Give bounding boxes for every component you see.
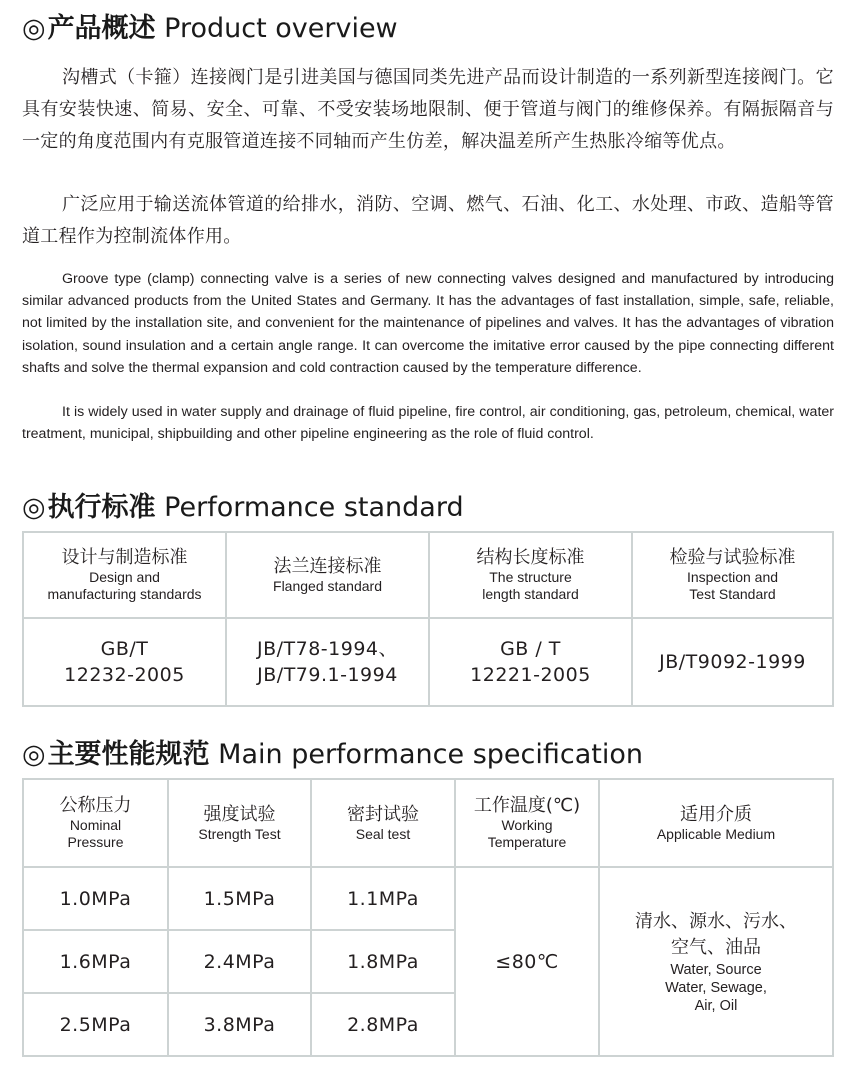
nominal-pressure-cell: 1.6MPa xyxy=(23,930,168,993)
value-inspection-standard: JB/T9092-1999 xyxy=(632,618,833,706)
value-flanged-standard: JB/T78-1994、 JB/T79.1-1994 xyxy=(226,618,429,706)
header-cell-strength-test: 强度试验 Strength Test xyxy=(168,779,311,867)
spec-heading xyxy=(22,738,643,772)
strength-test-cell: 3.8MPa xyxy=(168,993,311,1056)
header-cell-seal-test: 密封试验 Seal test xyxy=(311,779,455,867)
seal-test-cell: 1.1MPa xyxy=(311,867,455,930)
nominal-pressure-cell: 2.5MPa xyxy=(23,993,168,1056)
overview-title-en: Product overview xyxy=(164,13,398,44)
standard-heading xyxy=(22,491,464,525)
overview-en-paragraph-1: Groove type (clamp) connecting valve is a series of new connecting valves designed and manufactured by introducing similar advanced products from the United States and Germany. It has the advantages of fast installation, simple, safe, reliable, not limited by the installation site, and convenient for the maintenance of pipelines and valves. It has the advantages of vibration isolation, sound insulation and a certain angle range. It can overcome the imitative error caused by the pipe connecting different shafts and solve the thermal expansion and cold contraction caused by the temperature difference. xyxy=(22,271,834,376)
header-cell-flanged-standard: 法兰连接标准 Flanged standard xyxy=(226,532,429,618)
header-cell-inspection-standard: 检验与试验标准 Inspection and Test Standard xyxy=(632,532,833,618)
performance-standard-table xyxy=(22,531,834,707)
table-row xyxy=(23,867,833,930)
value-structure-length-standard: GB / T 12221-2005 xyxy=(429,618,632,706)
header-cell-structure-length-standard: 结构长度标准 The structure length standard xyxy=(429,532,632,618)
nominal-pressure-cell: 1.0MPa xyxy=(23,867,168,930)
performance-spec-table xyxy=(22,778,834,1057)
overview-en-paragraph-2: It is widely used in water supply and drainage of fluid pipeline, fire control, air conditioning, gas, petroleum, chemical, water treatment, municipal, shipbuilding and other pipeline engineering as the role of fluid control. xyxy=(22,404,834,443)
value-design-standard: GB/T 12232-2005 xyxy=(23,618,226,706)
applicable-medium-cell: 清水、源水、污水、 空气、油品 Water, Source Water, Sewage, Air, Oil xyxy=(599,867,833,1056)
seal-test-cell: 2.8MPa xyxy=(311,993,455,1056)
working-temperature-cell: ≤80℃ xyxy=(455,867,599,1056)
overview-heading xyxy=(22,12,398,46)
spec-title-cn: 主要性能规范 xyxy=(47,739,210,770)
overview-cn-paragraph-1: 沟槽式（卡箍）连接阀门是引进美国与德国同类先进产品而设计制造的一系列新型连接阀门。它具有安装快速、简易、安全、可靠、不受安装场地限制、便于管道与阀门的维修保养。有隔振隔音与一定的角度范围内有克服管道连接不同轴而产生仿差，解决温差所产生热胀冷缩等优点。 xyxy=(22,67,834,152)
spec-title-en: Main performance specification xyxy=(218,739,643,770)
table-header-row xyxy=(23,532,833,618)
strength-test-cell: 2.4MPa xyxy=(168,930,311,993)
header-cell-nominal-pressure: 公称压力 Nominal Pressure xyxy=(23,779,168,867)
header-cell-design-standard: 设计与制造标准 Design and manufacturing standards xyxy=(23,532,226,618)
table-header-row xyxy=(23,779,833,867)
seal-test-cell: 1.8MPa xyxy=(311,930,455,993)
double-circle-icon: ◎ xyxy=(22,739,46,770)
strength-test-cell: 1.5MPa xyxy=(168,867,311,930)
double-circle-icon: ◎ xyxy=(22,492,46,523)
header-cell-working-temperature: 工作温度(℃) Working Temperature xyxy=(455,779,599,867)
double-circle-icon: ◎ xyxy=(22,13,46,44)
standard-title-en: Performance standard xyxy=(164,492,464,523)
header-cell-applicable-medium: 适用介质 Applicable Medium xyxy=(599,779,833,867)
standard-title-cn: 执行标准 xyxy=(47,492,156,523)
table-row xyxy=(23,618,833,706)
overview-title-cn: 产品概述 xyxy=(47,13,156,44)
overview-cn-paragraph-2: 广泛应用于输送流体管道的给排水，消防、空调、燃气、石油、化工、水处理、市政、造船等管道工程作为控制流体作用。 xyxy=(22,194,834,247)
